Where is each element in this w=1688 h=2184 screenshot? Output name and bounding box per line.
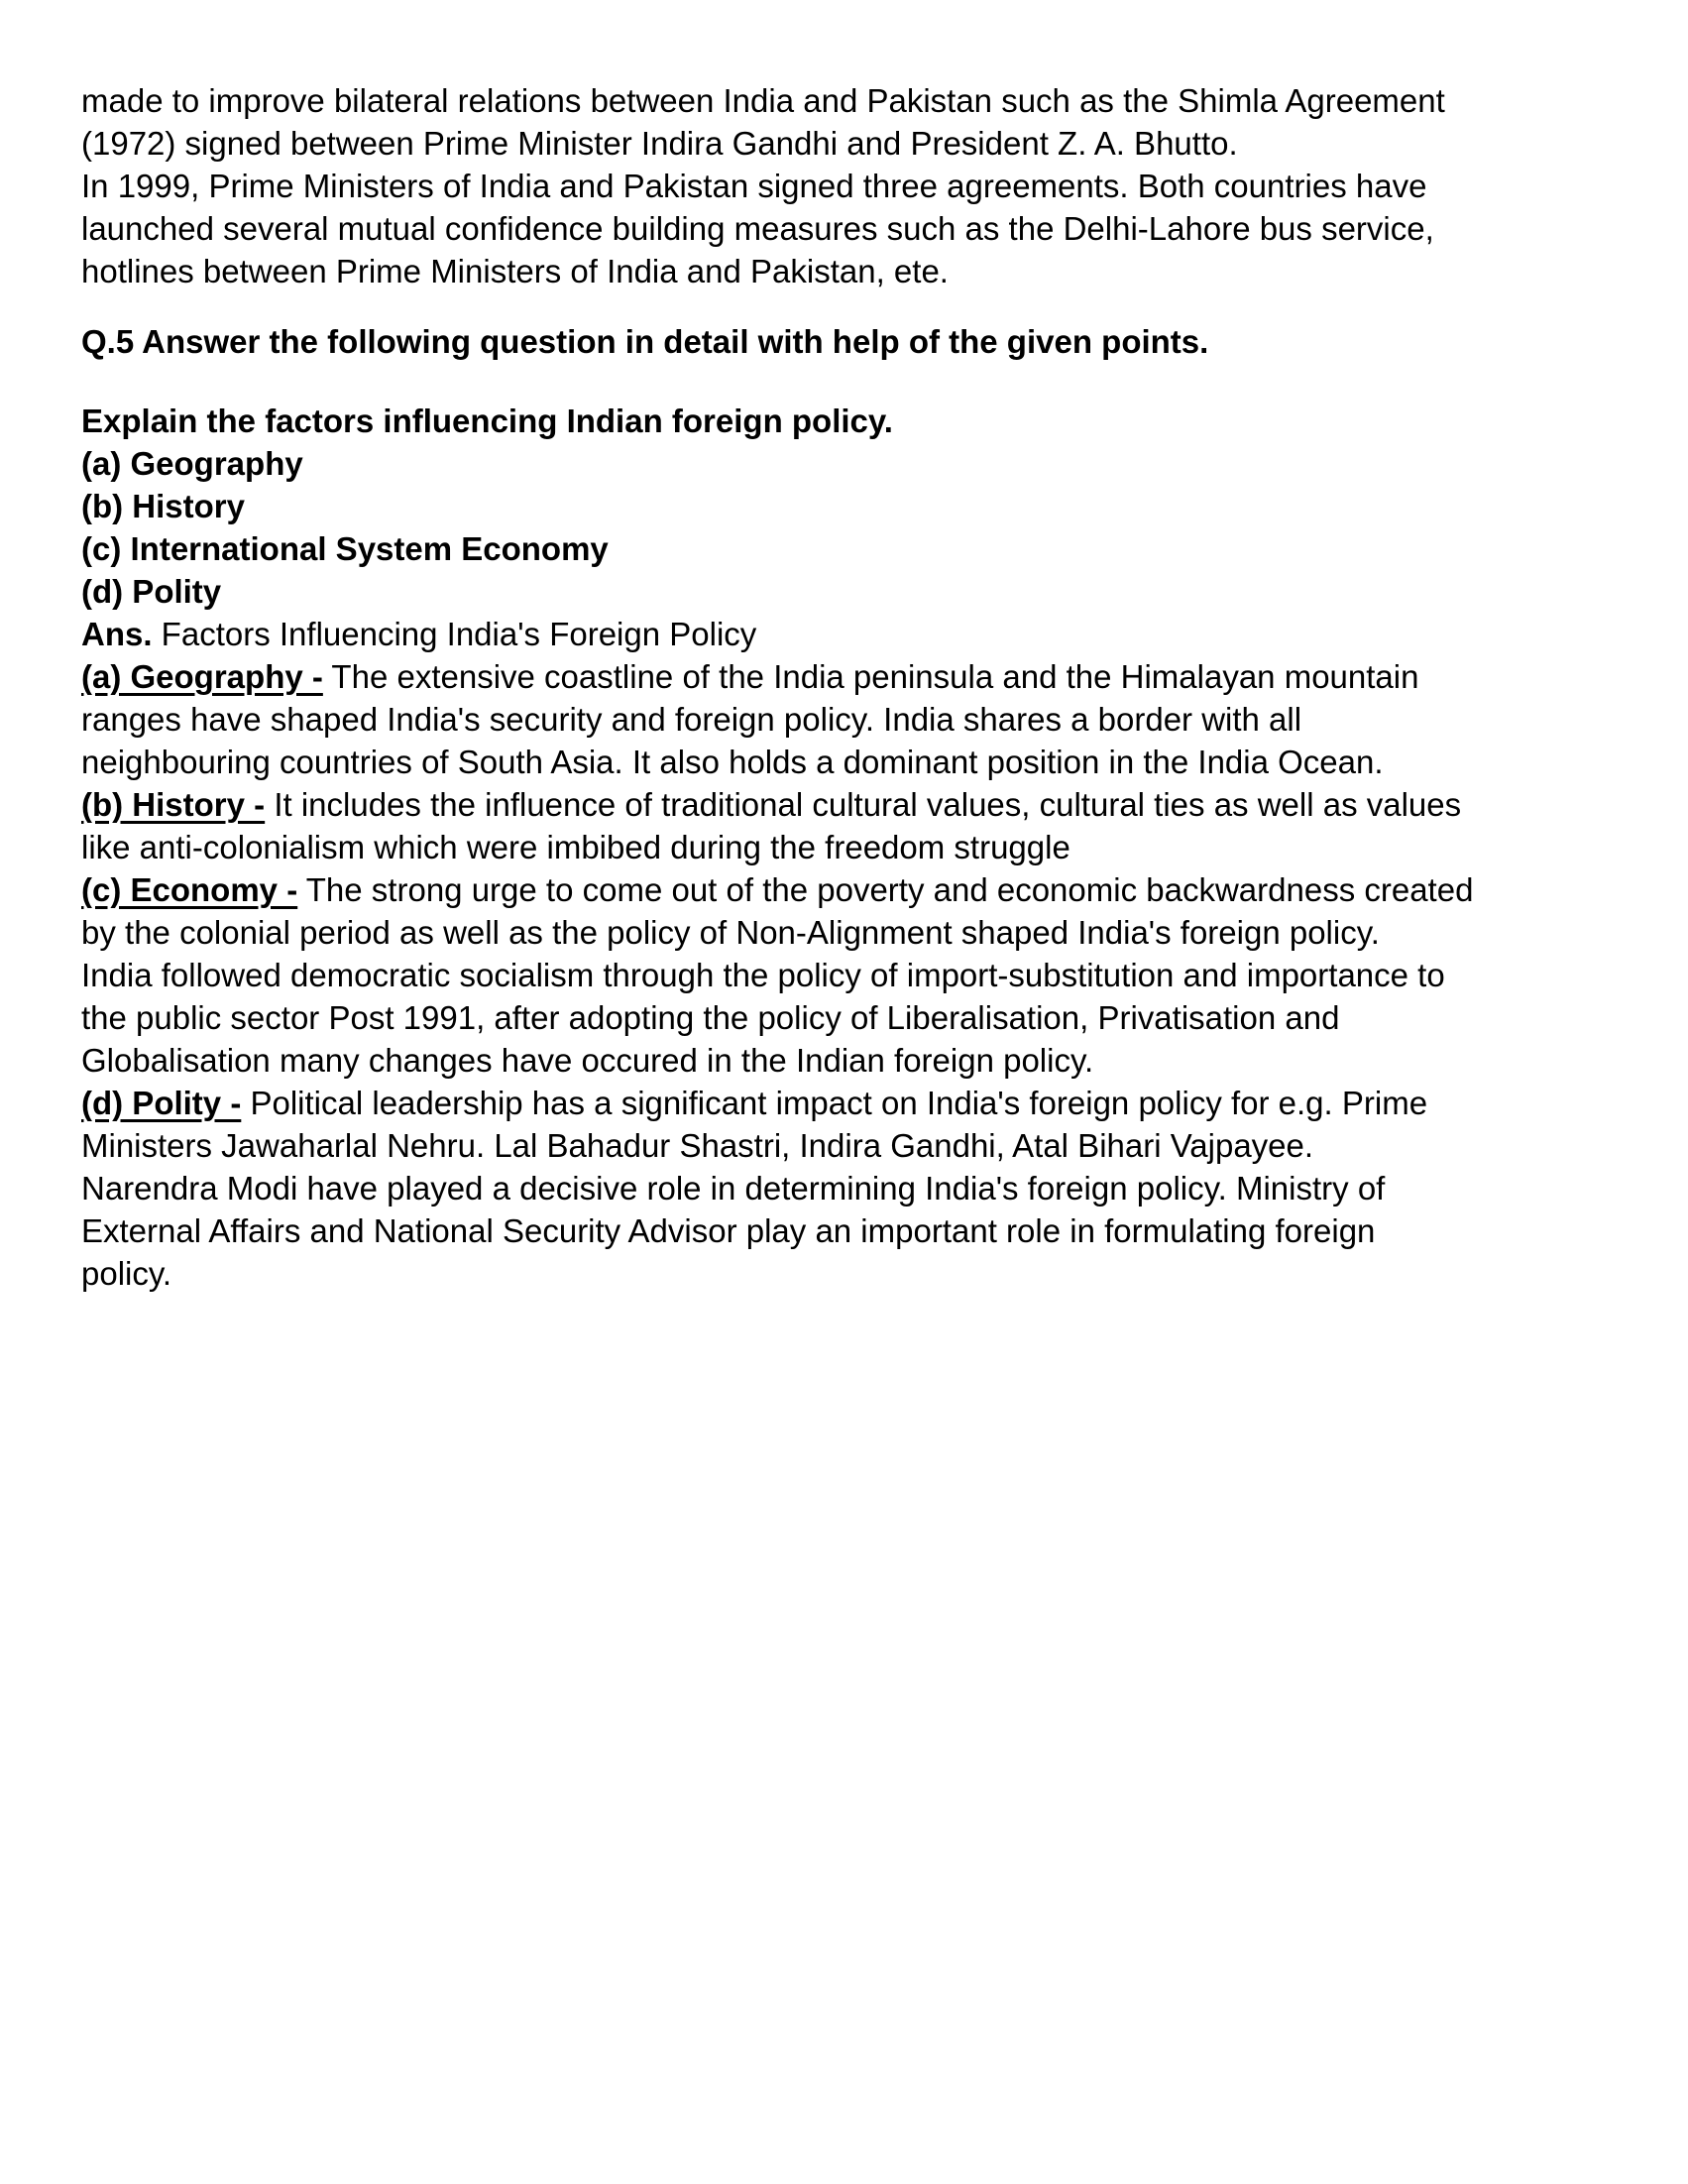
answer-line: policy. (81, 1255, 172, 1292)
answer-line (81, 655, 1633, 698)
question-point-d: (d) Polity (81, 573, 222, 610)
answer-line (81, 1082, 1633, 1124)
answer-text: It includes the influence of traditional cultural values, cultural ties as well as values (265, 786, 1462, 823)
answer-line: India followed democratic socialism through the policy of import-substitution and importance to (81, 957, 1445, 993)
answer-line: Narendra Modi have played a decisive role in determining India's foreign policy. Ministry of (81, 1170, 1386, 1207)
section-heading-history: (b) History - (81, 786, 266, 823)
answer-text: The extensive coastline of the India peninsula and the Himalayan mountain (322, 658, 1419, 695)
intro-line: (1972) signed between Prime Minister Indira Gandhi and President Z. A. Bhutto. (81, 125, 1238, 162)
answer-line (81, 783, 1633, 826)
question-heading: Q.5 Answer the following question in detail with help of the given points. (81, 323, 1209, 360)
question-line: Explain the factors influencing Indian foreign policy. (81, 402, 893, 439)
section-heading-geography: (a) Geography - (81, 658, 323, 695)
intro-line: In 1999, Prime Ministers of India and Pakistan signed three agreements. Both countries have (81, 168, 1427, 204)
intro-line: hotlines between Prime Ministers of India and Pakistan, ete. (81, 253, 949, 289)
question-and-answer-block (81, 400, 1633, 1295)
intro-line: made to improve bilateral relations between India and Pakistan such as the Shimla Agreement (81, 82, 1445, 119)
answer-line: Globalisation many changes have occured in the Indian foreign policy. (81, 1042, 1094, 1079)
answer-line: ranges have shaped India's security and foreign policy. India shares a border with all (81, 701, 1302, 738)
section-heading-economy: (c) Economy - (81, 871, 298, 908)
answer-line: the public sector Post 1991, after adopting the policy of Liberalisation, Privatisation and (81, 999, 1340, 1036)
answer-line (81, 868, 1633, 911)
intro-line: launched several mutual confidence building measures such as the Delhi-Lahore bus service, (81, 210, 1434, 247)
answer-line: by the colonial period as well as the policy of Non-Alignment shaped India's foreign policy. (81, 914, 1380, 951)
answer-label: Ans. (81, 616, 153, 652)
section-heading-polity: (d) Polity - (81, 1085, 242, 1121)
answer-line: External Affairs and National Security Advisor play an important role in formulating foreign (81, 1212, 1376, 1249)
answer-text: Factors Influencing India's Foreign Policy (152, 616, 757, 652)
answer-line (81, 613, 1633, 655)
question-point-a: (a) Geography (81, 445, 303, 482)
question-point-c: (c) International System Economy (81, 530, 609, 567)
answer-text: Political leadership has a significant impact on India's foreign policy for e.g. Prime (241, 1085, 1428, 1121)
intro-paragraph (81, 79, 1633, 292)
answer-line: Ministers Jawaharlal Nehru. Lal Bahadur Shastri, Indira Gandhi, Atal Bihari Vajpayee. (81, 1127, 1314, 1164)
answer-line: like anti-colonialism which were imbibed during the freedom struggle (81, 829, 1070, 865)
answer-line: neighbouring countries of South Asia. It also holds a dominant position in the India Ocean. (81, 744, 1384, 780)
answer-text: The strong urge to come out of the poverty and economic backwardness created (297, 871, 1474, 908)
question-point-b: (b) History (81, 488, 245, 524)
